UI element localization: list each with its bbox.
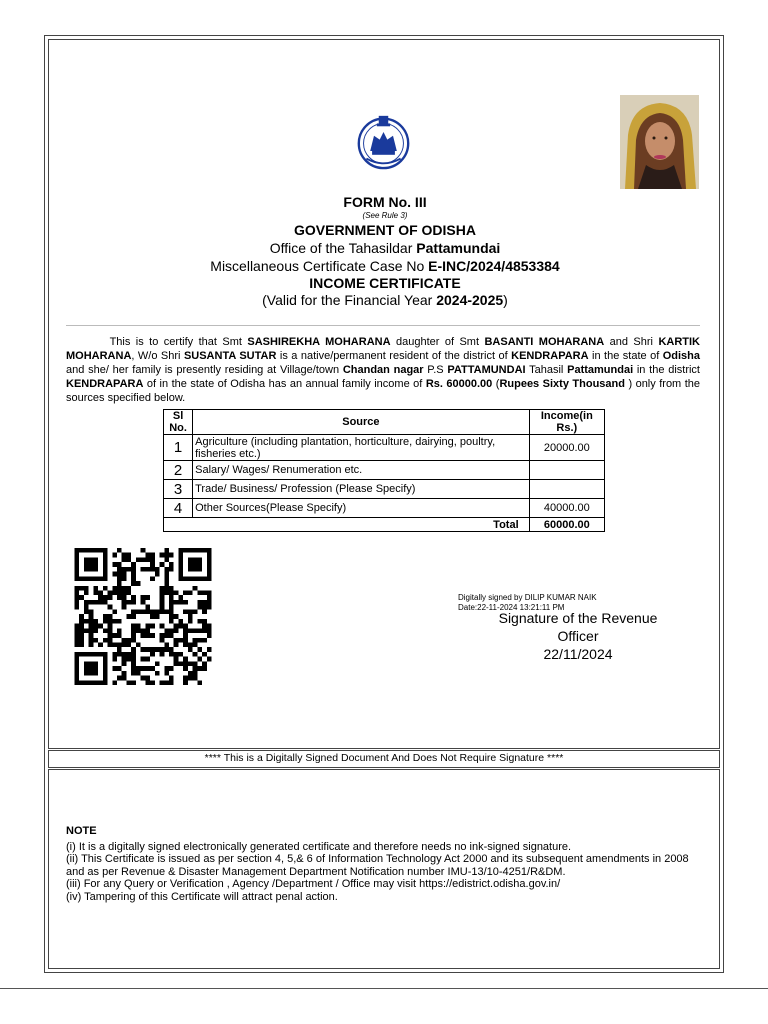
odisha-state-emblem-icon [355, 113, 412, 170]
note-section [66, 825, 706, 903]
district-name-2: KENDRAPARA [66, 378, 144, 391]
form-number: FORM No. III [343, 194, 427, 210]
note-line-1: (i) It is a digitally signed electronically generated certificate and therefore needs no ink-signed signature. [66, 840, 572, 853]
income-source-table [163, 409, 605, 532]
office-line: Office of the Tahasildar Pattamundai [269, 240, 501, 256]
signature-title-line1: Signature of the Revenue [498, 610, 658, 626]
header-divider [66, 325, 700, 326]
case-line: Miscellaneous Certificate Case No E-INC/2024/4853384 [210, 258, 560, 274]
applicant-name: SASHIREKHA MOHARANA [247, 336, 391, 348]
digital-signed-by: Digitally signed by DILIP KUMAR NAIK [458, 593, 597, 602]
note-line-2: (ii) This Certificate is issued as per section 4, 5,& 6 of Information Technology Act 2000 and its subsequent amendments in 2008 and as per Revenue & Disaster Management Department Notification number IMU-13/10-4251/R&DM. [66, 853, 689, 878]
table-row: 4 Other Sources(Please Specify) 40000.00 [164, 499, 605, 518]
police-station: PATTAMUNDAI [447, 364, 526, 377]
table-row: 2 Salary/ Wages/ Renumeration etc. [164, 461, 605, 480]
col-income: Income(in Rs.) [529, 410, 604, 435]
page-bottom-rule [0, 988, 768, 989]
table-row: 1 Agriculture (including plantation, horticulture, dairying, poultry, fisheries etc.) 20000.00 [164, 435, 605, 461]
table-header-row [164, 410, 605, 435]
income-words: Rupees Sixty Thousand [499, 378, 625, 391]
village-name: Chandan nagar [342, 364, 424, 377]
applicant-photo [620, 95, 699, 189]
case-number: E-INC/2024/4853384 [428, 258, 560, 274]
total-value: 60000.00 [529, 518, 604, 532]
digital-sign-banner: **** This is a Digitally Signed Document And Does Not Require Signature **** [48, 750, 720, 768]
husband-name: SUSANTA SUTAR [183, 350, 277, 363]
office-name: Pattamundai [416, 240, 501, 256]
tahasil-name: Pattamundai [567, 364, 634, 377]
table-row: 3 Trade/ Business/ Profession (Please Specify) [164, 480, 605, 499]
see-rule: (See Rule 3) [362, 211, 408, 220]
certificate-body: This is to certify that Smt SASHIREKHA MOHARANA daughter of Smt BASANTI MOHARANA and Shri KARTIK MOHARANA, W/o Shri SUSANTA SUTAR is a native/permanent resident of the district of KENDRAPARA in the state of Odisha and she/ her family is presently residing at Village/town Chandan nagar P.S PATTAMUNDAI Tahasil Pattamundai in the district KENDRAPARA of in the state of Odisha has an annual family income of Rs. 60000.00 (Rupees Sixty Thousand ) only from the sources specified below. [66, 336, 701, 405]
signature-title-line2: Officer [557, 628, 599, 644]
total-label: Total [164, 518, 530, 532]
government-title: GOVERNMENT OF ODISHA [293, 222, 476, 238]
state-name: Odisha [662, 350, 701, 363]
qr-code-icon [70, 548, 216, 685]
mother-name: BASANTI MOHARANA [484, 336, 605, 348]
digital-signed-date: Date:22-11-2024 13:21:11 PM [458, 603, 565, 612]
father-name: KARTIK MOHARANA [66, 336, 700, 363]
table-total-row [164, 518, 605, 532]
col-source: Source [193, 410, 530, 435]
district-name: KENDRAPARA [511, 350, 589, 363]
note-line-3: (iii) For any Query or Verification , Agency /Department / Office may visit https://edistrict.odisha.gov.in/ [66, 878, 561, 890]
note-line-4: (iv) Tampering of this Certificate will attract penal action. [66, 890, 338, 903]
valid-year: 2024-2025 [436, 292, 504, 308]
signature-date: 22/11/2024 [543, 646, 613, 662]
note-title: NOTE [66, 825, 97, 837]
col-sl: Sl No. [164, 410, 193, 435]
certificate-title: INCOME CERTIFICATE [309, 275, 461, 291]
signature-block [478, 609, 678, 663]
income-amount: Rs. 60000.00 [425, 378, 493, 391]
validity-line: (Valid for the Financial Year 2024-2025) [262, 292, 508, 308]
